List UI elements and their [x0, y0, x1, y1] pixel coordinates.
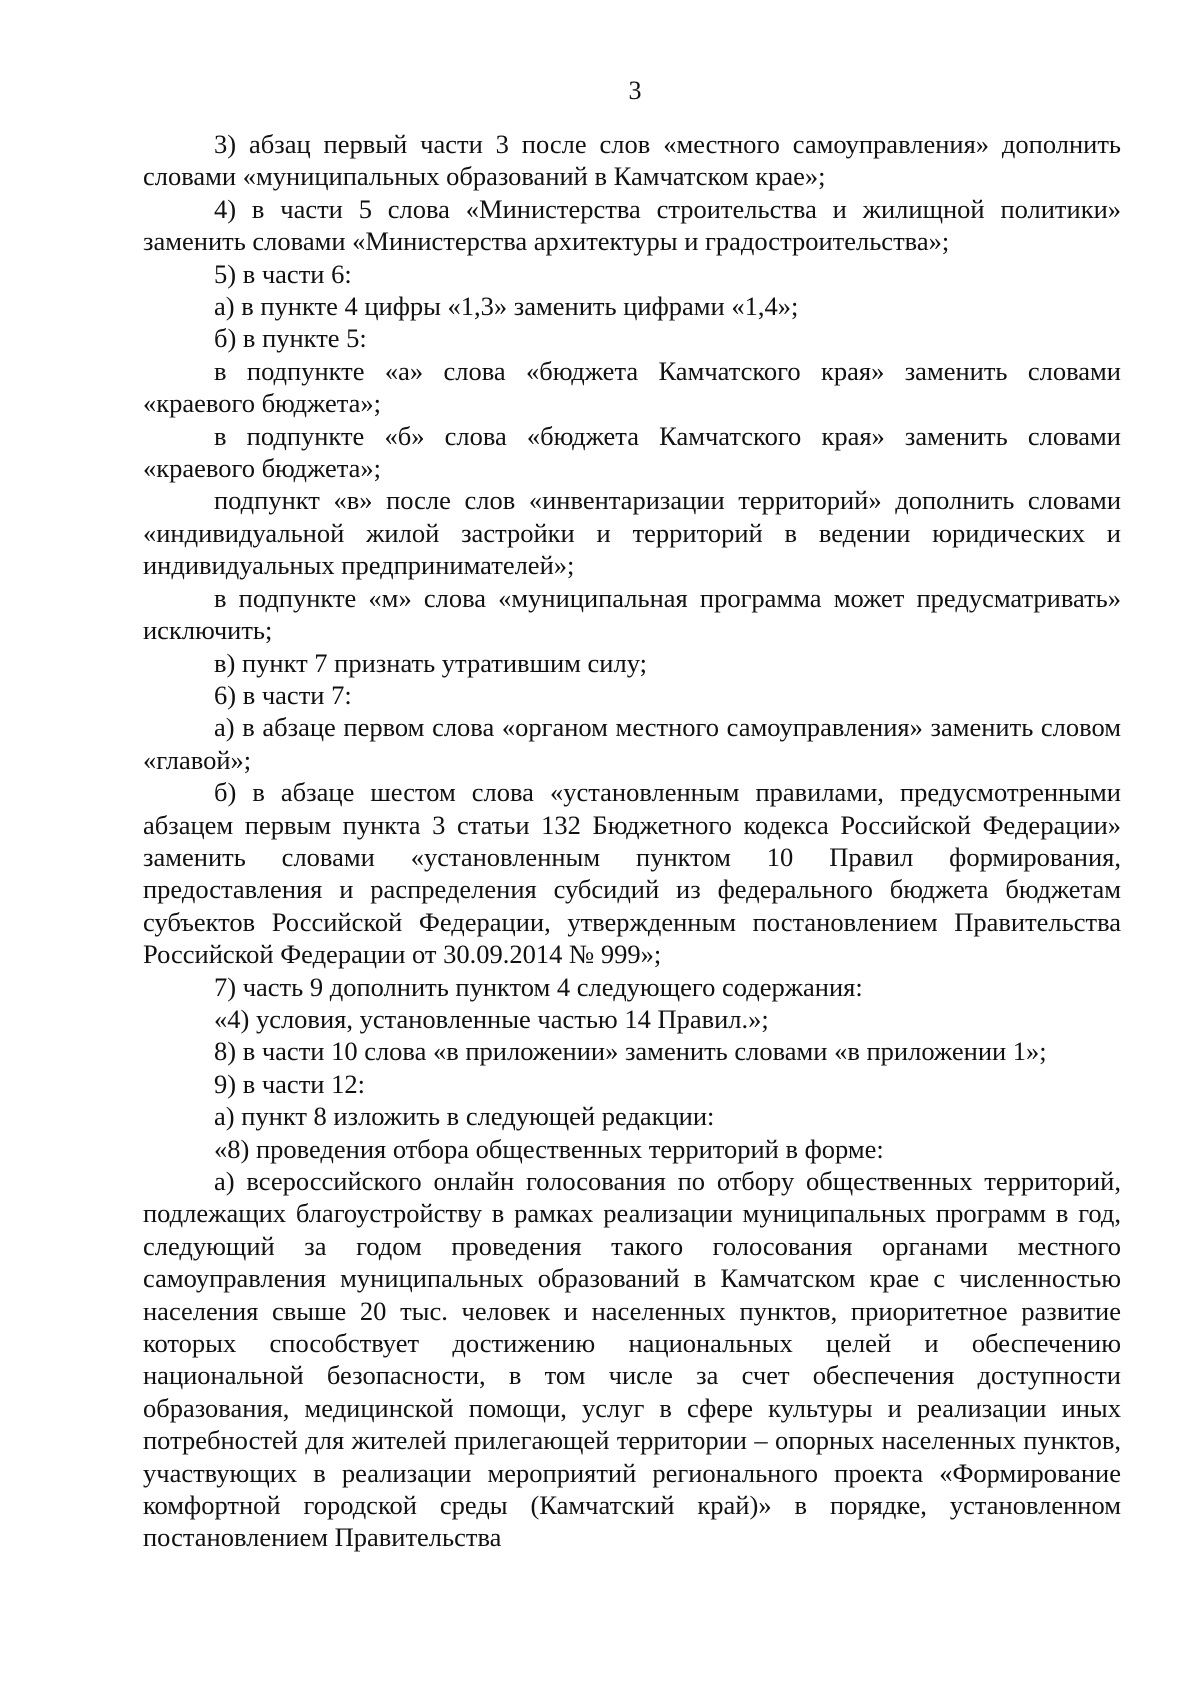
paragraph: б) в абзаце шестом слова «установленным правилами, предусмотренными абзацем первым пункта 3 статьи 132 Бюджетного кодекса Российской Федерации» заменить словами «установленным пунктом 10 Правил формирования, предоставления и распределения субсидий из федерального бюджета бюджетам субъектов Российской Федерации, утвержденным постановлением Правительства Российской Федерации от 30.09.2014 № 999»; — [143, 777, 1121, 970]
document-body — [143, 128, 1121, 1554]
paragraph: «4) условия, установленные частью 14 Правил.»; — [214, 1003, 769, 1034]
paragraph: а) в пункте 4 цифры «1,3» заменить цифрами «1,4»; — [214, 291, 799, 322]
paragraph: «8) проведения отбора общественных территорий в форме: — [214, 1133, 884, 1164]
paragraph: 4) в части 5 слова «Министерства строительства и жилищной политики» заменить словами «Министерства архитектуры и градостроительства»; — [143, 193, 1121, 257]
paragraph: 6) в части 7: — [214, 679, 352, 710]
paragraph: подпункт «в» после слов «инвентаризации территорий» дополнить словами «индивидуальной жилой застройки и территорий в ведении юридических и индивидуальных предпринимателей»; — [143, 485, 1121, 581]
paragraph: в подпункте «м» слова «муниципальная программа может предусматривать» исключить; — [143, 582, 1121, 646]
paragraph: 7) часть 9 дополнить пунктом 4 следующего содержания: — [214, 971, 863, 1002]
paragraph: в подпункте «б» слова «бюджета Камчатского края» заменить словами «краевого бюджета»; — [143, 420, 1121, 484]
paragraph: 5) в части 6: — [214, 258, 352, 289]
paragraph: а) в абзаце первом слова «органом местного самоуправления» заменить словом «главой»; — [143, 712, 1121, 775]
paragraph: 8) в части 10 слова «в приложении» заменить словами «в приложении 1»; — [214, 1036, 1047, 1067]
paragraph: а) пункт 8 изложить в следующей редакции: — [214, 1101, 715, 1132]
paragraph: в) пункт 7 признать утратившим силу; — [214, 647, 647, 678]
paragraph: 9) в части 12: — [214, 1068, 365, 1099]
paragraph: а) всероссийского онлайн голосования по отбору общественных территорий, подлежащих благоустройству в рамках реализации муниципальных программ в год, следующий за годом проведения такого голосования органами местного самоуправления муниципальных образований в Камчатском крае с численностью населения свыше 20 тыс. человек и населенных пунктов, приоритетное развитие которых способствует достижению национальных целей и обеспечению национальной безопасности, в том числе за счет обеспечения доступности образования, медицинской помощи, услуг в сфере культуры и реализации иных потребностей для жителей прилегающей территории – опорных населенных пунктов, участвующих в реализации мероприятий регионального проекта «Формирование комфортной городской среды (Камчатский край)» в порядке, установленном постановлением Правительства — [143, 1166, 1121, 1553]
page-number: 3 — [628, 76, 642, 105]
paragraph: 3) абзац первый части 3 после слов «местного самоуправления» дополнить словами «муниципальных образований в Камчатском крае»; — [143, 129, 1121, 192]
paragraph: в подпункте «а» слова «бюджета Камчатского края» заменить словами «краевого бюджета»; — [143, 355, 1121, 419]
paragraph: б) в пункте 5: — [214, 323, 367, 354]
